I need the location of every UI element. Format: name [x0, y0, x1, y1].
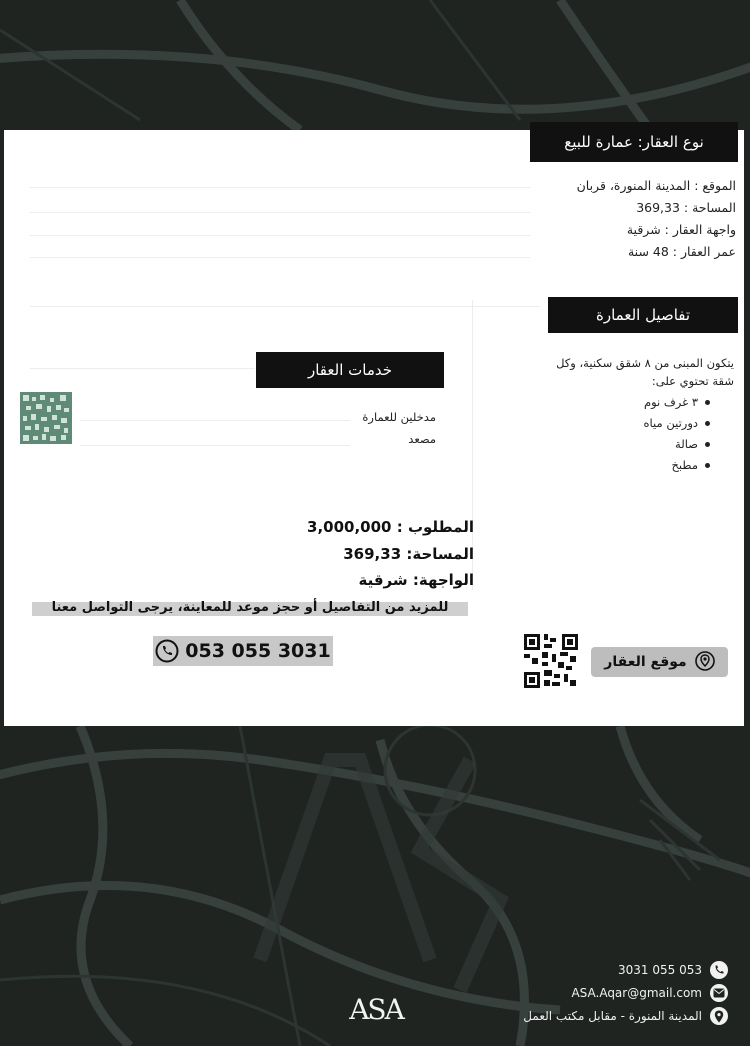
mail-icon — [710, 984, 728, 1002]
phone-icon — [155, 639, 179, 663]
divider — [30, 187, 530, 188]
unit-features-list — [644, 392, 710, 476]
footer-phone[interactable] — [618, 961, 728, 979]
divider — [30, 306, 540, 307]
phone-icon — [710, 961, 728, 979]
description-line: شقة تحتوي على: — [651, 374, 734, 388]
area-info: المساحة : 369,33 — [636, 200, 736, 215]
facade-info: واجهة العقار : شرقية — [626, 222, 736, 237]
service-item: مصعد — [408, 432, 436, 446]
building-details-title: تفاصيل العمارة — [548, 297, 738, 333]
divider — [30, 235, 530, 236]
footer-phone-text: 053 055 3031 — [617, 963, 702, 977]
footer-email[interactable] — [571, 984, 728, 1002]
service-item: مدخلين للعمارة — [362, 410, 436, 424]
divider — [30, 212, 530, 213]
contact-cta-text: للمزيد من التفاصيل أو حجز موعد للمعاينة، يرجى التواصل معنا — [51, 600, 449, 615]
list-item: دورتين مياه — [644, 413, 710, 434]
map-pin-icon — [695, 651, 715, 673]
company-logo — [346, 990, 406, 1026]
property-type-label: نوع العقار: عمارة للبيع — [530, 122, 738, 162]
description-line: يتكون المبنى من ٨ شقق سكنية، وكل — [556, 356, 734, 370]
footer-address-text: المدينة المنورة - مقابل مكتب العمل — [523, 1009, 702, 1023]
divider — [30, 368, 255, 369]
location-qr-code-icon[interactable] — [522, 632, 580, 690]
list-item: مطبخ — [644, 455, 710, 476]
price-text: المطلوب : 3,000,000 — [307, 518, 474, 536]
logo-text: ASA — [349, 993, 403, 1026]
property-sheet — [4, 130, 744, 726]
location-pin-icon — [710, 1007, 728, 1025]
phone-button[interactable] — [153, 636, 333, 666]
location-button-label: موقع العقار — [604, 654, 687, 670]
divider — [80, 420, 350, 421]
divider — [80, 445, 350, 446]
property-location-button[interactable] — [591, 647, 728, 677]
facade-text: الواجهة: شرقية — [358, 571, 474, 589]
location-info: الموقع : المدينة المنورة، قربان — [576, 178, 736, 193]
age-info: عمر العقار : 48 سنة — [627, 244, 736, 259]
list-item: ٣ غرف نوم — [644, 392, 710, 413]
qr-code-icon[interactable] — [20, 392, 72, 444]
footer-address — [523, 1007, 728, 1025]
list-item: صالة — [644, 434, 710, 455]
building-description — [514, 354, 734, 390]
area-text: المساحة: 369,33 — [343, 545, 474, 563]
divider — [30, 257, 530, 258]
property-services-title: خدمات العقار — [256, 352, 444, 388]
phone-number: 053 055 3031 — [185, 640, 331, 662]
footer-email-text: ASA.Aqar@gmail.com — [571, 986, 702, 1000]
